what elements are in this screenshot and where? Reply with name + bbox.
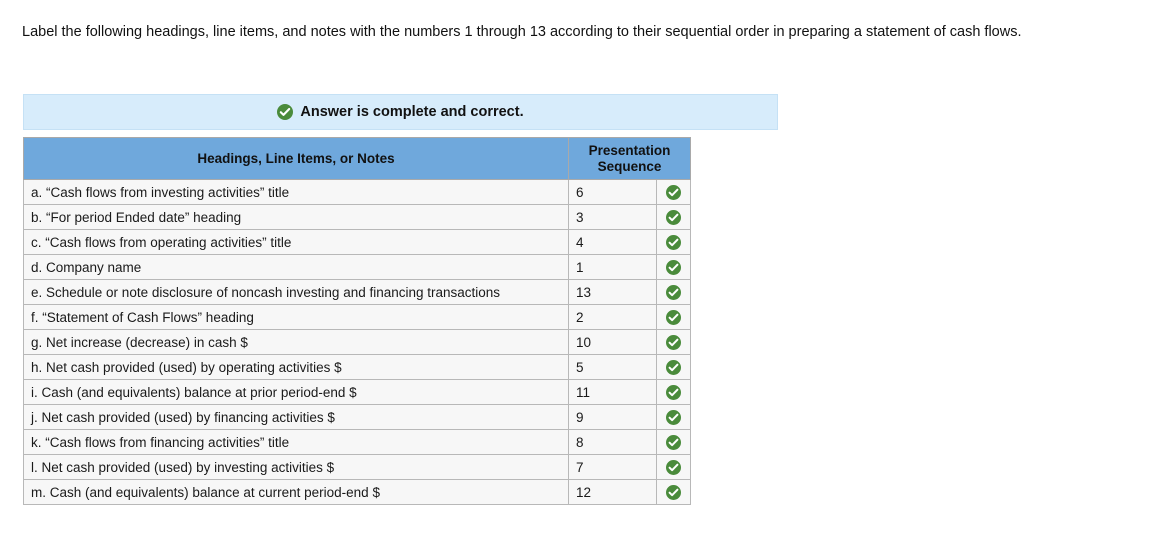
row-item-label: j. Net cash provided (used) by financing activities $ — [24, 405, 569, 430]
table-row — [24, 455, 691, 480]
row-sequence-value[interactable]: 8 — [569, 430, 657, 455]
row-item-label: k. “Cash flows from financing activities” title — [24, 430, 569, 455]
row-status-cell — [657, 305, 691, 330]
row-status-cell — [657, 205, 691, 230]
row-sequence-value[interactable]: 11 — [569, 380, 657, 405]
row-item-label: l. Net cash provided (used) by investing activities $ — [24, 455, 569, 480]
row-item-label: e. Schedule or note disclosure of noncash investing and financing transactions — [24, 280, 569, 305]
row-status-cell — [657, 430, 691, 455]
table-row — [24, 305, 691, 330]
answer-status-banner — [23, 94, 778, 130]
table-row — [24, 280, 691, 305]
row-sequence-value[interactable]: 4 — [569, 230, 657, 255]
table-row — [24, 180, 691, 205]
row-item-label: d. Company name — [24, 255, 569, 280]
row-status-cell — [657, 230, 691, 255]
row-status-cell — [657, 255, 691, 280]
correct-icon — [664, 410, 683, 425]
correct-icon — [664, 360, 683, 375]
row-status-cell — [657, 480, 691, 505]
row-status-cell — [657, 405, 691, 430]
column-header-sequence — [569, 138, 691, 180]
row-status-cell — [657, 455, 691, 480]
presentation-sequence-table — [23, 137, 691, 505]
row-sequence-value[interactable]: 12 — [569, 480, 657, 505]
correct-icon — [664, 260, 683, 275]
row-sequence-value[interactable]: 13 — [569, 280, 657, 305]
row-status-cell — [657, 380, 691, 405]
table-row — [24, 330, 691, 355]
correct-icon — [664, 385, 683, 400]
row-item-label: b. “For period Ended date” heading — [24, 205, 569, 230]
row-item-label: f. “Statement of Cash Flows” heading — [24, 305, 569, 330]
table-row — [24, 355, 691, 380]
row-item-label: g. Net increase (decrease) in cash $ — [24, 330, 569, 355]
row-sequence-value[interactable]: 3 — [569, 205, 657, 230]
check-circle-icon — [277, 104, 293, 120]
column-header-sequence-line2: Sequence — [597, 158, 662, 174]
row-status-cell — [657, 180, 691, 205]
row-sequence-value[interactable]: 6 — [569, 180, 657, 205]
row-sequence-value[interactable]: 10 — [569, 330, 657, 355]
table-row — [24, 480, 691, 505]
row-item-label: m. Cash (and equivalents) balance at current period-end $ — [24, 480, 569, 505]
answer-status-banner-inner — [277, 104, 523, 120]
table-row — [24, 380, 691, 405]
table-row — [24, 430, 691, 455]
table-row — [24, 255, 691, 280]
row-item-label: h. Net cash provided (used) by operating activities $ — [24, 355, 569, 380]
row-sequence-value[interactable]: 2 — [569, 305, 657, 330]
column-header-items: Headings, Line Items, or Notes — [24, 138, 569, 180]
row-sequence-value[interactable]: 5 — [569, 355, 657, 380]
row-sequence-value[interactable]: 9 — [569, 405, 657, 430]
row-status-cell — [657, 330, 691, 355]
table-row — [24, 230, 691, 255]
row-sequence-value[interactable]: 7 — [569, 455, 657, 480]
instructions-text: Label the following headings, line items, and notes with the numbers 1 through 13 according to their sequential order in preparing a statement of cash flows. — [22, 24, 1022, 40]
correct-icon — [664, 235, 683, 250]
row-item-label: c. “Cash flows from operating activities” title — [24, 230, 569, 255]
table-header-row — [24, 138, 691, 180]
answer-status-text: Answer is complete and correct. — [300, 104, 524, 120]
row-item-label: i. Cash (and equivalents) balance at prior period-end $ — [24, 380, 569, 405]
correct-icon — [664, 285, 683, 300]
row-status-cell — [657, 280, 691, 305]
correct-icon — [664, 210, 683, 225]
correct-icon — [664, 310, 683, 325]
correct-icon — [664, 435, 683, 450]
correct-icon — [664, 185, 683, 200]
table-body — [24, 180, 691, 505]
row-status-cell — [657, 355, 691, 380]
correct-icon — [664, 460, 683, 475]
row-item-label: a. “Cash flows from investing activities” title — [24, 180, 569, 205]
correct-icon — [664, 485, 683, 500]
table-head — [24, 138, 691, 180]
column-header-sequence-line1: Presentation — [588, 143, 671, 158]
row-sequence-value[interactable]: 1 — [569, 255, 657, 280]
table-row — [24, 405, 691, 430]
correct-icon — [664, 335, 683, 350]
table-row — [24, 205, 691, 230]
